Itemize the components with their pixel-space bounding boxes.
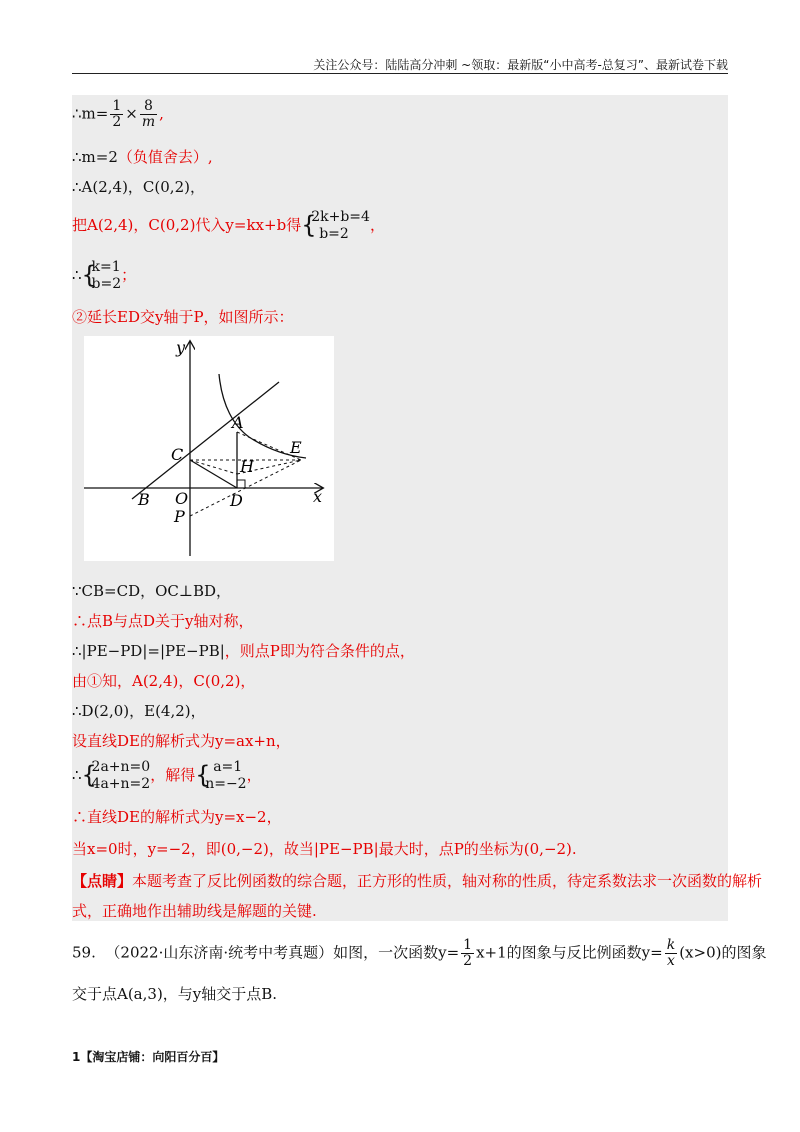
header-divider bbox=[72, 73, 728, 74]
segment-cd bbox=[190, 460, 237, 488]
question-59-line-1: 59. （2022·山东济南·统考中考真题）如图，一次函数y= $\frac{1}{2}$ x+1的图象与反比例函数y= $\frac{k}{x}$ (x>0)的图象 bbox=[72, 937, 767, 969]
solution-line-10: 由①知，A(2,4)，C(0,2)， bbox=[72, 672, 256, 690]
fraction: $\frac{8}{m}$ bbox=[141, 98, 156, 130]
solution-line-9: ∴|PE−PD|=|PE−PB|，则点P即为符合条件的点， bbox=[72, 642, 415, 660]
label-d: D bbox=[230, 491, 243, 510]
solution-line-6: ②延长ED交y轴于P，如图所示： bbox=[72, 308, 294, 326]
solution-line-3: ∴A(2,4)，C(0,2)， bbox=[72, 178, 205, 196]
comment-tag: 【点睛】 bbox=[72, 872, 133, 890]
text: ∴m= bbox=[72, 104, 109, 123]
page-footer: 1【淘宝店铺：向阳百分百】 bbox=[72, 1050, 225, 1064]
text: , bbox=[159, 104, 164, 123]
label-a: A bbox=[232, 413, 244, 432]
solution-line-7: ∵CB=CD，OC⊥BD， bbox=[72, 582, 232, 600]
geometry-figure bbox=[84, 336, 334, 561]
text: × bbox=[125, 104, 138, 123]
solution-line-13: ∴ { 2a+n=0 4a+n=2 ，解得 { a=1 n=−2 ， bbox=[72, 759, 262, 793]
equation-system: { a=1 n=−2 bbox=[195, 759, 246, 793]
label-y: y bbox=[176, 338, 186, 357]
label-o: O bbox=[175, 489, 189, 508]
fraction: $\frac{k}{x}$ bbox=[666, 937, 676, 969]
solution-line-1 bbox=[72, 99, 164, 130]
solution-line-4: 把A(2,4)，C(0,2)代入y=kx+b得 { 2k+b=4 b=2 ， bbox=[72, 209, 385, 243]
line-bc bbox=[132, 382, 279, 499]
label-e: E bbox=[290, 438, 302, 457]
segment-ch bbox=[190, 460, 237, 474]
equation-system: { k=1 b=2 bbox=[82, 259, 122, 293]
solution-block bbox=[72, 95, 763, 921]
equation-system: { 2a+n=0 4a+n=2 bbox=[82, 759, 151, 793]
solution-line-12: 设直线DE的解析式为y=ax+n， bbox=[72, 732, 291, 750]
solution-line-11: ∴D(2,0)，E(4,2)， bbox=[72, 702, 206, 720]
label-x: x bbox=[313, 487, 323, 506]
right-angle-mark bbox=[237, 480, 245, 488]
question-59-line-2: 交于点A(a,3)，与y轴交于点B. bbox=[72, 985, 278, 1003]
label-h: H bbox=[240, 457, 254, 476]
label-p: P bbox=[174, 507, 185, 526]
comment-line-1: 【点睛】本题考查了反比例函数的综合题，正方形的性质，轴对称的性质，待定系数法求一次函数的解析 bbox=[72, 872, 763, 890]
solution-line-5: ∴ { k=1 b=2 ； bbox=[72, 259, 136, 293]
label-c: C bbox=[171, 445, 184, 464]
fraction: $\frac{1}{2}$ bbox=[112, 98, 122, 130]
page-header: 关注公众号：陆陆高分冲刺 ~领取：最新版“小中高考-总复习”、最新试卷下载 bbox=[313, 58, 728, 72]
equation-system: { 2k+b=4 b=2 bbox=[301, 209, 370, 243]
fraction: $\frac{1}{2}$ bbox=[463, 937, 473, 969]
solution-line-8: ∴点B与点D关于y轴对称， bbox=[72, 612, 254, 630]
solution-line-14: ∴直线DE的解析式为y=x−2， bbox=[72, 808, 282, 826]
label-b: B bbox=[138, 490, 150, 509]
solution-line-2: ∴m=2（负值舍去）, bbox=[72, 148, 213, 166]
comment-line-2: 式，正确地作出辅助线是解题的关键. bbox=[72, 902, 317, 920]
solution-line-15: 当x=0时，y=−2，即(0,−2)，故当|PE−PB|最大时，点P的坐标为(0,−2). bbox=[72, 840, 577, 858]
